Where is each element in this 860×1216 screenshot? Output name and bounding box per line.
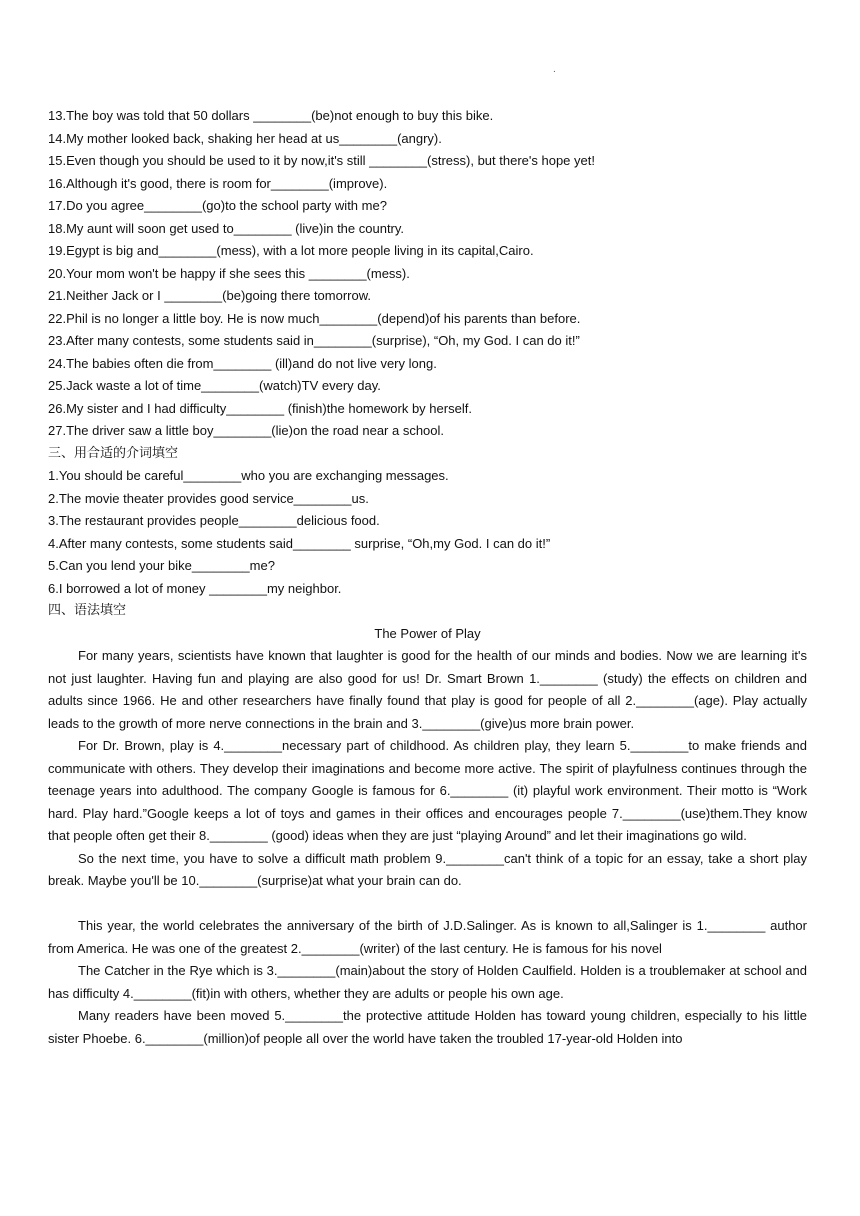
preposition-item-4: 4.After many contests, some students said________ surprise, “Oh,my God. I can do it!”	[48, 535, 551, 551]
exercise-item-24: 24.The babies often die from________ (ill)and do not live very long.	[48, 355, 437, 371]
header-dot: .	[553, 64, 556, 75]
exercise-content	[48, 105, 807, 1050]
passage2-paragraph-3: Many readers have been moved 5.________the protective attitude Holden has toward young children, especially to his little sister Phoebe. 6.________(million)of people all over the world have taken the troubled 17-year-old Holden into	[48, 1008, 807, 1046]
section-heading-prepositions: 三、用合适的介词填空	[48, 445, 179, 461]
exercise-item-14: 14.My mother looked back, shaking her head at us________(angry).	[48, 130, 442, 146]
passage-spacer	[48, 893, 807, 916]
exercise-item-18: 18.My aunt will soon get used to________ (live)in the country.	[48, 220, 405, 236]
preposition-item-2: 2.The movie theater provides good service________us.	[48, 490, 369, 506]
exercise-item-20: 20.Your mom won't be happy if she sees this ________(mess).	[48, 265, 410, 281]
preposition-item-5: 5.Can you lend your bike________me?	[48, 558, 275, 573]
exercise-item-23: 23.After many contests, some students said in________(surprise), “Oh, my God. I can do it!”	[48, 333, 580, 348]
exercise-item-27: 27.The driver saw a little boy________(lie)on the road near a school.	[48, 423, 445, 438]
section-heading-grammar: 四、语法填空	[48, 603, 127, 618]
exercise-item-15: 15.Even though you should be used to it by now,it's still ________(stress), but there's hope yet!	[48, 153, 595, 168]
exercise-item-22: 22.Phil is no longer a little boy. He is now much________(depend)of his parents than before.	[48, 310, 581, 326]
passage1-paragraph-3: So the next time, you have to solve a difficult math problem 9.________can't think of a topic for an essay, take a short play break. Maybe you'll be 10.________(surprise)at what your brain can do.	[48, 850, 807, 888]
passage1-paragraph-2: For Dr. Brown, play is 4.________necessary part of childhood. As children play, they learn 5.________to make friends and communicate with others. They develop their imaginations and become more active. The spirit of playfulness continues through the teenage years into adulthood. The company Google is famous for 6.________ (it) playful work environment. Their motto is “Work hard. Play hard.”Google keeps a lot of toys and games in their offices and encourages people 7.________(use)them.They know that people often get their 8.________ (good) ideas when they are just “playing Around” and let their imaginations go wild.	[48, 738, 807, 843]
exercise-item-25: 25.Jack waste a lot of time________(watch)TV every day.	[48, 378, 381, 393]
part2-list	[48, 105, 807, 443]
preposition-item-6: 6.I borrowed a lot of money ________my neighbor.	[48, 580, 342, 596]
exercise-item-26: 26.My sister and I had difficulty________ (finish)the homework by herself.	[48, 400, 472, 416]
exercise-item-16: 16.Although it's good, there is room for________(improve).	[48, 175, 388, 191]
exercise-item-13: 13.The boy was told that 50 dollars ________(be)not enough to buy this bike.	[48, 108, 494, 123]
preposition-item-3: 3.The restaurant provides people________delicious food.	[48, 513, 380, 528]
passage2-paragraph-2: The Catcher in the Rye which is 3.________(main)about the story of Holden Caulfield. Holden is a troublemaker at school and has difficulty 4.________(fit)in with others, whether they are adults or people his own age.	[48, 963, 807, 1001]
preposition-item-1: 1.You should be careful________who you are exchanging messages.	[48, 468, 449, 483]
passage1-paragraph-1: For many years, scientists have known that laughter is good for the health of our minds and bodies. Now we are learning it's not just laughter. Having fun and playing are also good for us! Dr. Smart Brown 1.________ (study) the effects on children and adults since 1966. He and other researchers have finally found that play is good for people of all 2.________(age). Play actually leads to the growth of more nerve connections in the brain and 3.________(give)us more brain power.	[48, 648, 807, 731]
exercise-item-19: 19.Egypt is big and________(mess), with a lot more people living in its capital,Cairo.	[48, 243, 534, 258]
passage2-paragraph-1: This year, the world celebrates the anniversary of the birth of J.D.Salinger. As is known to all,Salinger is 1.________ author from America. He was one of the greatest 2.________(writer) of the last century. He is famous for his novel	[48, 918, 807, 956]
passage-title: The Power of Play	[374, 625, 481, 641]
exercise-item-21: 21.Neither Jack or I ________(be)going there tomorrow.	[48, 288, 372, 303]
part3-list	[48, 465, 807, 600]
exercise-item-17: 17.Do you agree________(go)to the school party with me?	[48, 198, 387, 213]
